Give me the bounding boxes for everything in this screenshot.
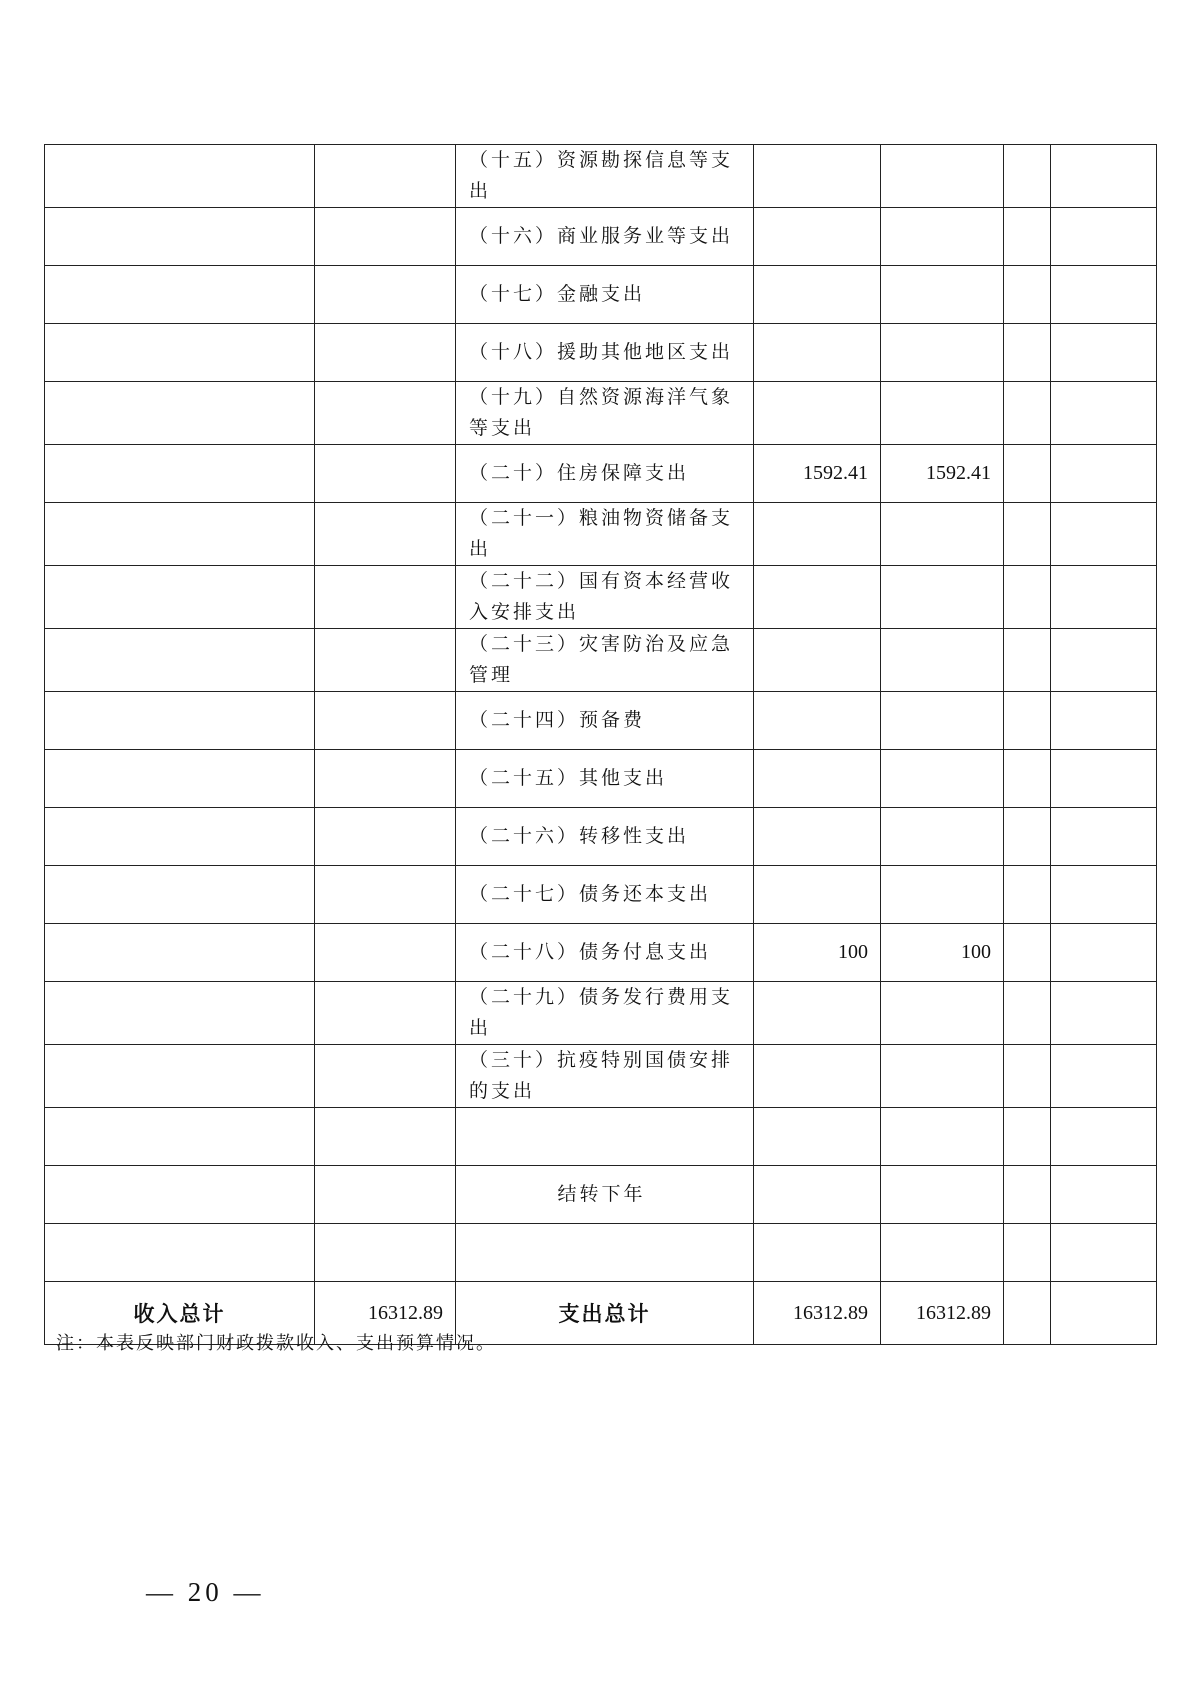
income-item-cell — [45, 266, 315, 324]
expense-item-cell — [456, 1224, 754, 1282]
expense-general-cell — [881, 145, 1004, 208]
expense-item-cell: （二十）住房保障支出 — [456, 445, 754, 503]
expense-item-cell: （二十四）预备费 — [456, 692, 754, 750]
income-item-cell — [45, 750, 315, 808]
expense-state-capital-cell — [1051, 1108, 1157, 1166]
income-amount-cell — [315, 324, 456, 382]
expense-state-capital-cell — [1051, 982, 1157, 1045]
expense-state-capital-cell — [1051, 808, 1157, 866]
expense-state-capital-cell — [1051, 566, 1157, 629]
table-row — [45, 266, 1157, 324]
income-total-value: 16312.89 — [315, 1282, 456, 1345]
expense-state-capital-cell — [1051, 382, 1157, 445]
expense-general-cell — [881, 1166, 1004, 1224]
table-row — [45, 1224, 1157, 1282]
expense-fund-cell — [1004, 1108, 1051, 1166]
expense-item-cell — [456, 1108, 754, 1166]
table-row — [45, 503, 1157, 566]
income-amount-cell — [315, 629, 456, 692]
expense-fund-cell — [1004, 208, 1051, 266]
income-item-cell — [45, 145, 315, 208]
expense-item-cell: （二十六）转移性支出 — [456, 808, 754, 866]
expense-general-cell — [881, 1108, 1004, 1166]
expense-total-cell — [754, 750, 881, 808]
expense-total-cell — [754, 982, 881, 1045]
income-item-cell — [45, 629, 315, 692]
income-amount-cell — [315, 982, 456, 1045]
table-row — [45, 866, 1157, 924]
income-item-cell — [45, 1224, 315, 1282]
expense-general-cell: 1592.41 — [881, 445, 1004, 503]
income-amount-cell — [315, 692, 456, 750]
expense-total-cell — [754, 382, 881, 445]
expense-general-cell — [881, 566, 1004, 629]
income-amount-cell — [315, 145, 456, 208]
expense-fund-cell — [1004, 1282, 1051, 1345]
expense-fund-cell — [1004, 866, 1051, 924]
expense-state-capital-cell — [1051, 924, 1157, 982]
table-row — [45, 629, 1157, 692]
expense-total-cell — [754, 503, 881, 566]
expense-item-cell: （二十三）灾害防治及应急管理 — [456, 629, 754, 692]
expense-general-cell: 100 — [881, 924, 1004, 982]
income-amount-cell — [315, 1166, 456, 1224]
expense-general-cell — [881, 692, 1004, 750]
expense-general-cell — [881, 324, 1004, 382]
expense-item-cell: （十八）援助其他地区支出 — [456, 324, 754, 382]
expense-general-total-value: 16312.89 — [881, 1282, 1004, 1345]
page-number: — 20 — — [146, 1577, 265, 1607]
expense-total-value: 16312.89 — [754, 1282, 881, 1345]
expense-state-capital-cell — [1051, 692, 1157, 750]
income-amount-cell — [315, 1045, 456, 1108]
expense-general-cell — [881, 808, 1004, 866]
expense-item-cell: （二十八）债务付息支出 — [456, 924, 754, 982]
expense-total-cell — [754, 1166, 881, 1224]
expense-state-capital-cell — [1051, 629, 1157, 692]
expense-total-cell — [754, 629, 881, 692]
expense-total-cell — [754, 866, 881, 924]
expense-state-capital-cell — [1051, 1045, 1157, 1108]
income-item-cell — [45, 924, 315, 982]
income-total-label: 收入总计 — [45, 1282, 315, 1345]
expense-total-cell: 100 — [754, 924, 881, 982]
income-item-cell — [45, 1108, 315, 1166]
table-row — [45, 924, 1157, 982]
expense-state-capital-cell — [1051, 866, 1157, 924]
expense-fund-cell — [1004, 503, 1051, 566]
expense-total-cell — [754, 266, 881, 324]
income-amount-cell — [315, 503, 456, 566]
table-row — [45, 692, 1157, 750]
expense-total-cell — [754, 808, 881, 866]
income-amount-cell — [315, 566, 456, 629]
expense-total-cell — [754, 692, 881, 750]
expense-total-cell: 1592.41 — [754, 445, 881, 503]
expense-general-cell — [881, 629, 1004, 692]
expense-state-capital-cell — [1051, 1282, 1157, 1345]
expense-fund-cell — [1004, 382, 1051, 445]
expense-total-cell — [754, 1224, 881, 1282]
table-row — [45, 1166, 1157, 1224]
expense-fund-cell — [1004, 445, 1051, 503]
income-item-cell — [45, 445, 315, 503]
income-item-cell — [45, 208, 315, 266]
income-amount-cell — [315, 266, 456, 324]
income-amount-cell — [315, 1108, 456, 1166]
expense-total-cell — [754, 145, 881, 208]
income-amount-cell — [315, 445, 456, 503]
table-note: 注：本表反映部门财政拨款收入、支出预算情况。 — [56, 1333, 496, 1354]
expense-item-cell: （三十）抗疫特别国债安排的支出 — [456, 1045, 754, 1108]
expense-fund-cell — [1004, 324, 1051, 382]
expense-fund-cell — [1004, 145, 1051, 208]
table-row — [45, 750, 1157, 808]
table-row — [45, 808, 1157, 866]
income-item-cell — [45, 808, 315, 866]
income-amount-cell — [315, 208, 456, 266]
income-item-cell — [45, 382, 315, 445]
expense-general-cell — [881, 982, 1004, 1045]
expense-fund-cell — [1004, 1166, 1051, 1224]
expense-fund-cell — [1004, 266, 1051, 324]
income-item-cell — [45, 1045, 315, 1108]
income-amount-cell — [315, 382, 456, 445]
income-item-cell — [45, 324, 315, 382]
expense-state-capital-cell — [1051, 750, 1157, 808]
income-amount-cell — [315, 1224, 456, 1282]
expense-state-capital-cell — [1051, 145, 1157, 208]
expense-state-capital-cell — [1051, 1224, 1157, 1282]
expense-state-capital-cell — [1051, 324, 1157, 382]
expense-state-capital-cell — [1051, 266, 1157, 324]
expense-state-capital-cell — [1051, 445, 1157, 503]
table-row — [45, 208, 1157, 266]
table-row — [45, 982, 1157, 1045]
expense-fund-cell — [1004, 1224, 1051, 1282]
expense-fund-cell — [1004, 692, 1051, 750]
expense-general-cell — [881, 266, 1004, 324]
table-row — [45, 1108, 1157, 1166]
expense-fund-cell — [1004, 1045, 1051, 1108]
income-amount-cell — [315, 924, 456, 982]
income-item-cell — [45, 503, 315, 566]
expense-item-cell: （十七）金融支出 — [456, 266, 754, 324]
expense-item-cell: （二十二）国有资本经营收入安排支出 — [456, 566, 754, 629]
expense-item-cell: （二十七）债务还本支出 — [456, 866, 754, 924]
table-row — [45, 1045, 1157, 1108]
expense-total-label: 支出总计 — [456, 1282, 754, 1345]
expense-general-cell — [881, 750, 1004, 808]
income-amount-cell — [315, 866, 456, 924]
expense-state-capital-cell — [1051, 1166, 1157, 1224]
income-item-cell — [45, 692, 315, 750]
expense-fund-cell — [1004, 629, 1051, 692]
income-item-cell — [45, 866, 315, 924]
expense-general-cell — [881, 866, 1004, 924]
expense-item-cell: （十五）资源勘探信息等支出 — [456, 145, 754, 208]
expense-item-cell: （二十九）债务发行费用支出 — [456, 982, 754, 1045]
table-row — [45, 382, 1157, 445]
income-amount-cell — [315, 750, 456, 808]
expense-fund-cell — [1004, 566, 1051, 629]
expense-item-cell: （十六）商业服务业等支出 — [456, 208, 754, 266]
expense-item-cell: （二十一）粮油物资储备支出 — [456, 503, 754, 566]
expense-state-capital-cell — [1051, 208, 1157, 266]
expense-general-cell — [881, 1045, 1004, 1108]
expense-total-cell — [754, 324, 881, 382]
income-item-cell — [45, 982, 315, 1045]
carryover-label-cell: 结转下年 — [456, 1166, 754, 1224]
income-item-cell — [45, 566, 315, 629]
expense-total-cell — [754, 1045, 881, 1108]
table-row — [45, 445, 1157, 503]
expense-fund-cell — [1004, 982, 1051, 1045]
income-item-cell — [45, 1166, 315, 1224]
expense-general-cell — [881, 382, 1004, 445]
income-amount-cell — [315, 808, 456, 866]
expense-total-cell — [754, 1108, 881, 1166]
expense-general-cell — [881, 1224, 1004, 1282]
table-row — [45, 324, 1157, 382]
expense-total-cell — [754, 566, 881, 629]
budget-table — [44, 144, 1157, 1345]
expense-state-capital-cell — [1051, 503, 1157, 566]
table-row — [45, 145, 1157, 208]
expense-total-cell — [754, 208, 881, 266]
expense-item-cell: （二十五）其他支出 — [456, 750, 754, 808]
expense-general-cell — [881, 503, 1004, 566]
expense-item-cell: （十九）自然资源海洋气象等支出 — [456, 382, 754, 445]
expense-general-cell — [881, 208, 1004, 266]
table-row — [45, 566, 1157, 629]
expense-fund-cell — [1004, 808, 1051, 866]
expense-fund-cell — [1004, 924, 1051, 982]
expense-fund-cell — [1004, 750, 1051, 808]
